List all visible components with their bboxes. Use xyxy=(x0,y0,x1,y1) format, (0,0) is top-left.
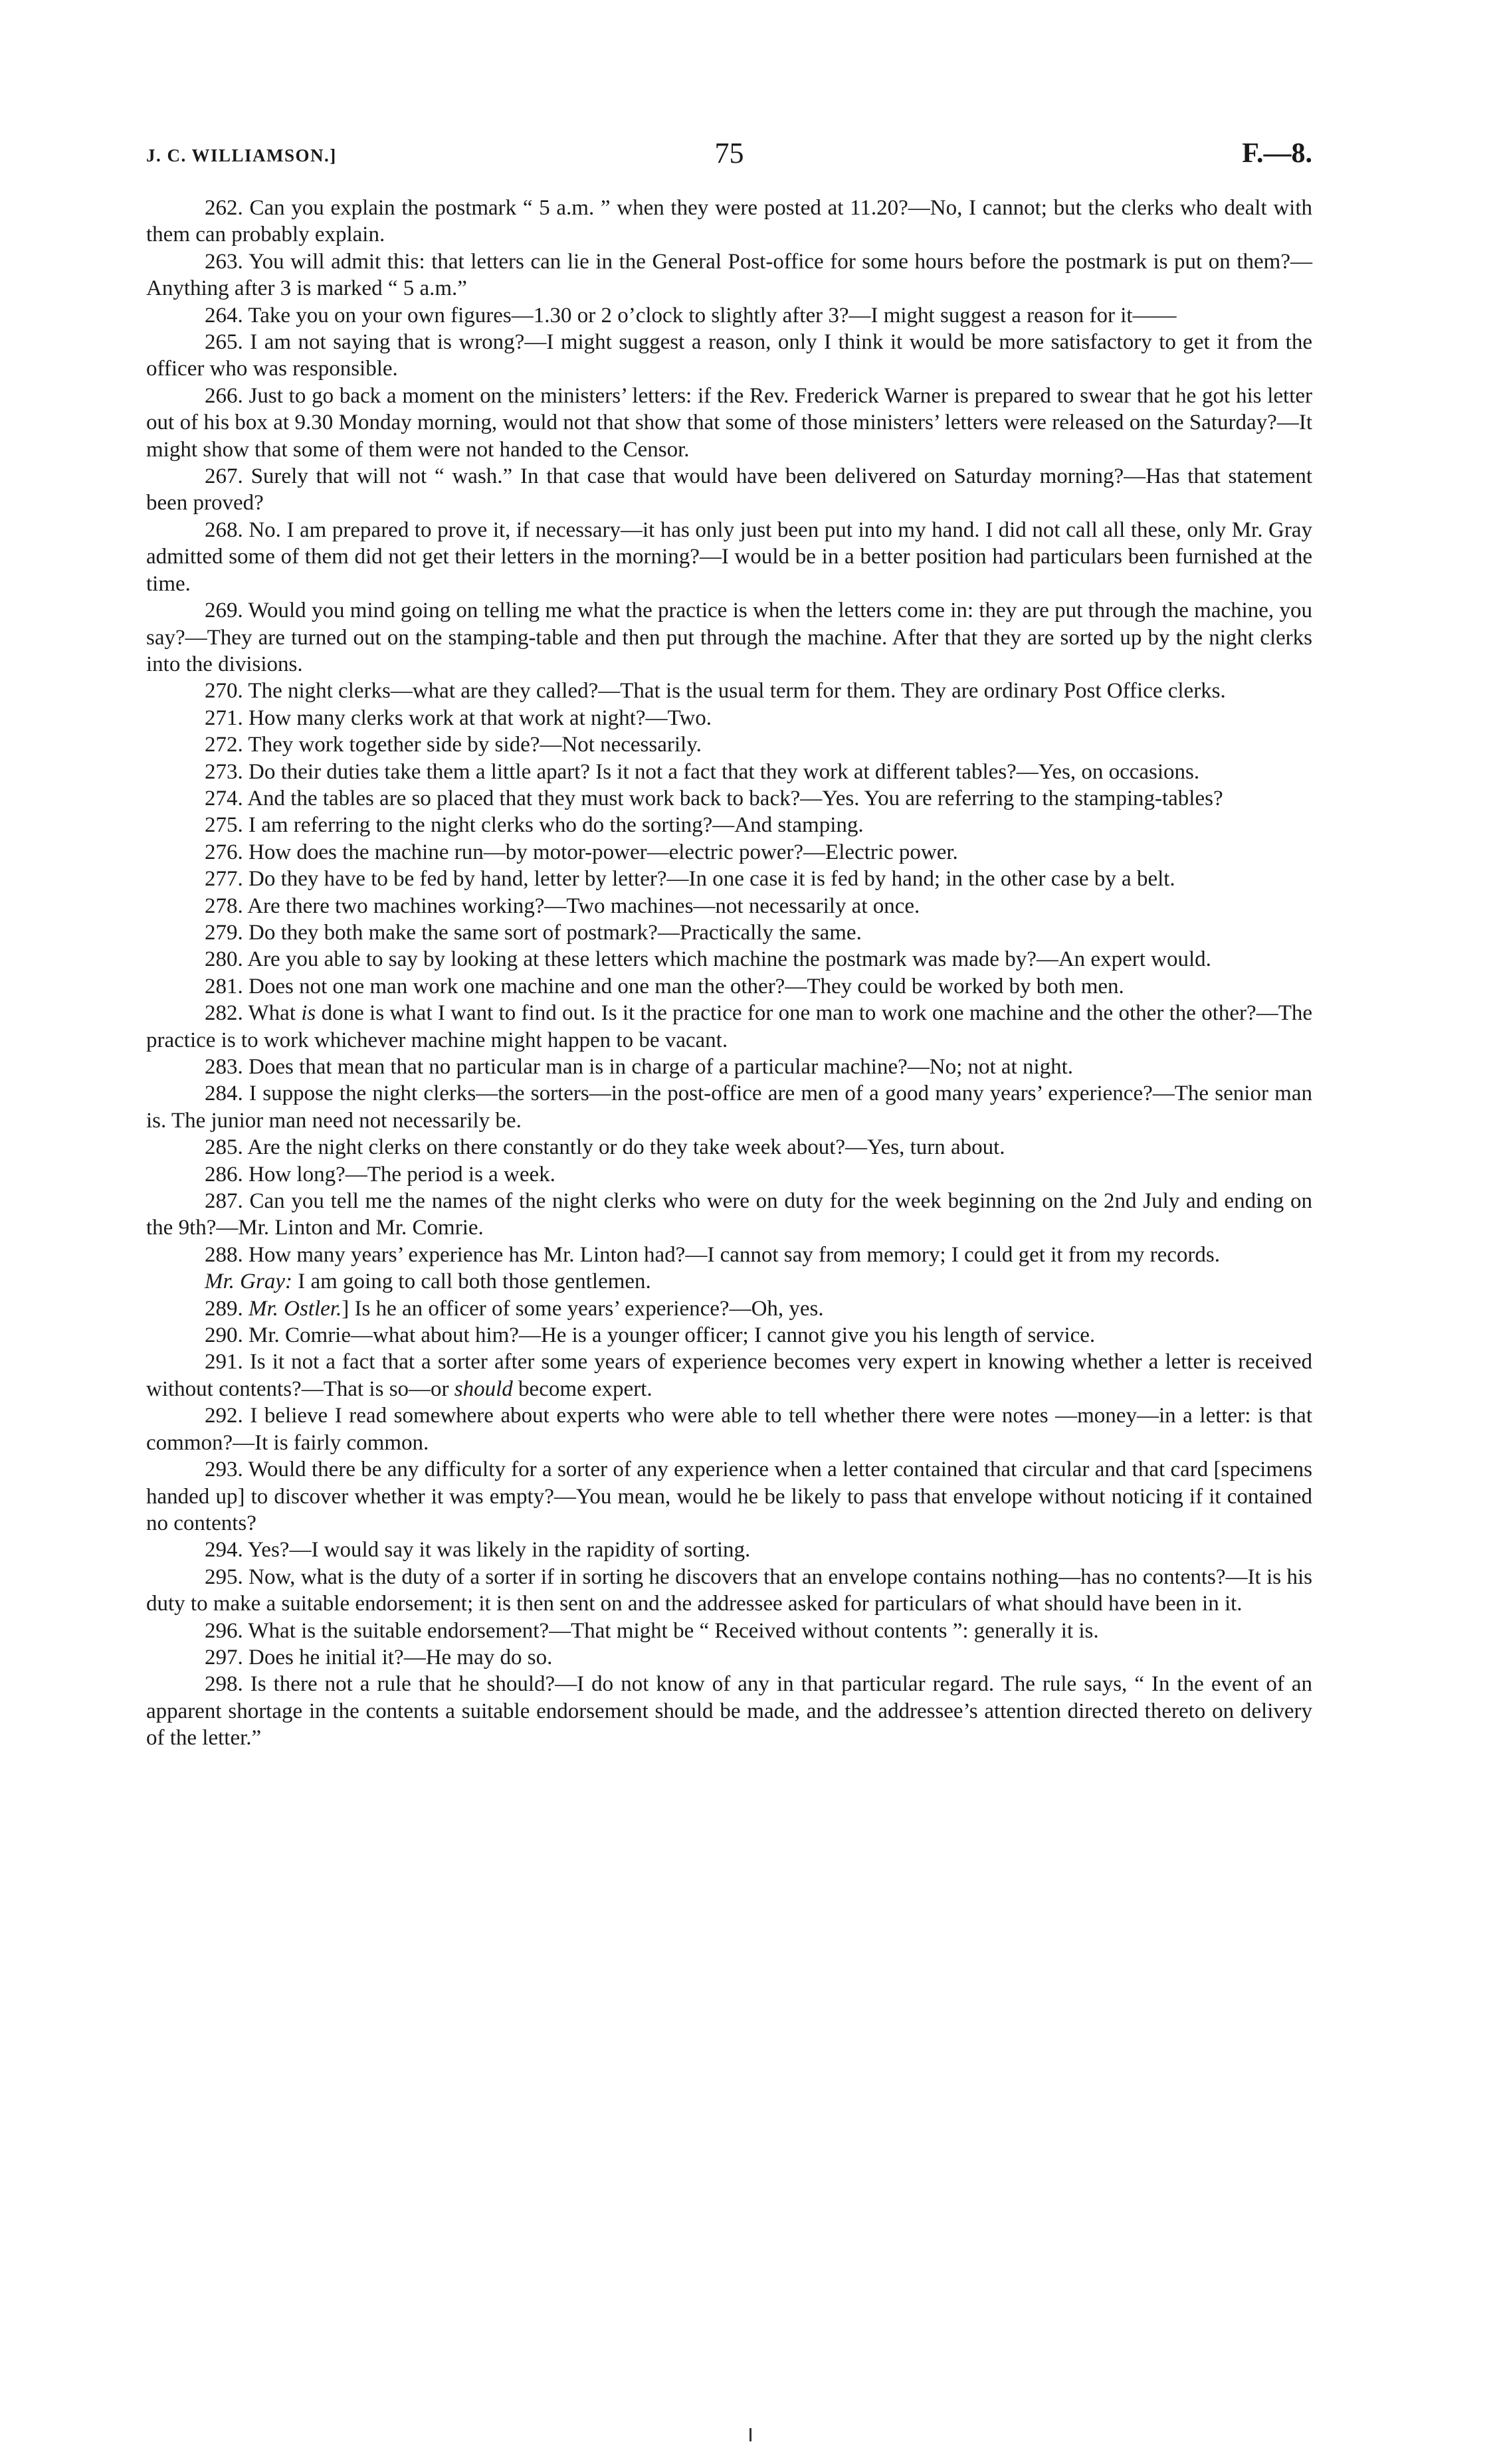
paragraph-286: 286. How long?—The period is a week. xyxy=(205,1162,555,1186)
paragraph-263: 263. You will admit this: that letters can lie in the General Post-office for some hours before the postmark is put on them?—Anything after 3 is marked “ 5 a.m.” xyxy=(146,249,1312,301)
paragraph-298: 298. Is there not a rule that he should?—I do not know of any in that particular regard. The rule says, “ In the event of an apparent shortage in the contents a suitable endorsement should be made, and the addressee’s attention directed thereto on delivery of the letter.” xyxy=(146,1672,1313,1751)
transcript-body xyxy=(146,195,1312,1752)
paragraph-mr-gray: Mr. Gray: I am going to call both those gentlemen. xyxy=(205,1270,651,1294)
paragraph-266: 266. Just to go back a moment on the ministers’ letters: if the Rev. Frederick Warner is prepared to swear that he got his letter out of his box at 9.30 Monday morning, would not that show that some of those ministers’ letters were released on the Saturday?—It might show that some of them were not handed to the Censor. xyxy=(146,383,1313,462)
paragraph-294: 294. Yes?—I would say it was likely in the rapidity of sorting. xyxy=(205,1538,751,1563)
page-header xyxy=(146,136,1312,177)
paragraph-287: 287. Can you tell me the names of the night clerks who were on duty for the week beginning on the 2nd July and ending on the 9th?—Mr. Linton and Mr. Comrie. xyxy=(146,1189,1312,1240)
paragraph-273: 273. Do their duties take them a little apart? Is it not a fact that they work at different tables?—Yes, on occasions. xyxy=(205,759,1200,784)
paragraph-285: 285. Are the night clerks on there constantly or do they take week about?—Yes, turn about. xyxy=(205,1135,1005,1160)
paragraph-267: 267. Surely that will not “ wash.” In that case that would have been delivered on Saturday morning?—Has that statement been proved? xyxy=(146,464,1312,516)
paragraph-269: 269. Would you mind going on telling me what the practice is when the letters come in: they are put through the machine, you say?—They are turned out on the stamping-table and then put through the machine. After that they are sorted up by the night clerks into the divisions. xyxy=(146,599,1312,676)
paragraph-291: 291. Is it not a fact that a sorter after some years of experience becomes very expert in knowing whether a letter is received without contents?—That is so—or should become expert. xyxy=(146,1350,1312,1401)
paragraph-292: 292. I believe I read somewhere about experts who were able to tell whether there were notes —money—in a letter: is that common?—It is fairly common. xyxy=(146,1404,1312,1455)
paragraph-284: 284. I suppose the night clerks—the sorters—in the post-office are men of a good many years’ experience?—The senior man is. The junior man need not necessarily be. xyxy=(146,1082,1312,1133)
paragraph-280: 280. Are you able to say by looking at these letters which machine the postmark was made by?—An expert would. xyxy=(205,947,1211,972)
paragraph-289: 289. Mr. Ostler.] Is he an officer of some years’ experience?—Oh, yes. xyxy=(205,1296,824,1321)
paragraph-271: 271. How many clerks work at that work at night?—Two. xyxy=(205,706,712,730)
paragraph-277: 277. Do they have to be fed by hand, letter by letter?—In one case it is fed by hand; in the other case by a belt. xyxy=(205,867,1175,892)
paragraph-297: 297. Does he initial it?—He may do so. xyxy=(205,1645,553,1669)
paragraph-290: 290. Mr. Comrie—what about him?—He is a younger officer; I cannot give you his length of service. xyxy=(205,1323,1096,1348)
paragraph-296: 296. What is the suitable endorsement?—That might be “ Received without contents ”: generally it is. xyxy=(205,1618,1099,1643)
paragraph-270: 270. The night clerks—what are they called?—That is the usual term for them. They are ordinary Post Office clerks. xyxy=(205,679,1226,704)
paragraph-265: 265. I am not saying that is wrong?—I might suggest a reason, only I think it would be more satisfactory to get it from the officer who was responsible. xyxy=(146,330,1312,381)
document-reference: F.—8. xyxy=(1242,138,1312,169)
paragraph-279: 279. Do they both make the same sort of postmark?—Practically the same. xyxy=(205,920,862,945)
paragraph-272: 272. They work together side by side?—Not necessarily. xyxy=(205,733,702,757)
paragraph-288: 288. How many years’ experience has Mr. Linton had?—I cannot say from memory; I could get it from my records. xyxy=(205,1242,1220,1267)
paragraph-268: 268. No. I am prepared to prove it, if necessary—it has only just been put into my hand. I did not call all these, only Mr. Gray admitted some of them did not get their letters in the morning?—I would be in a better position had particulars been furnished at the time. xyxy=(146,518,1312,596)
paragraph-276: 276. How does the machine run—by motor-power—electric power?—Electric power. xyxy=(205,840,958,864)
witness-name: J. C. WILLIAMSON.] xyxy=(146,145,337,165)
paragraph-293: 293. Would there be any difficulty for a sorter of any experience when a letter contained that circular and that card [specimens handed up] to discover whether it was empty?—You mean, would he be likely to pass that envelope without noticing if it contained no contents? xyxy=(146,1458,1313,1535)
paragraph-275: 275. I am referring to the night clerks who do the sorting?—And stamping. xyxy=(205,813,864,838)
page-number: 75 xyxy=(714,137,744,169)
paragraph-274: 274. And the tables are so placed that they must work back to back?—Yes. You are referring to the stamping-tables? xyxy=(205,786,1223,810)
scan-mark xyxy=(750,2428,751,2441)
paragraph-264: 264. Take you on your own figures—1.30 or 2 o’clock to slightly after 3?—I might suggest a reason for it—— xyxy=(205,303,1177,328)
paragraph-278: 278. Are there two machines working?—Two machines—not necessarily at once. xyxy=(205,894,920,918)
paragraph-295: 295. Now, what is the duty of a sorter if in sorting he discovers that an envelope contains nothing—has no contents?—It is his duty to make a suitable endorsement; it is then sent on and the addressee asked for particulars of what should have been in it. xyxy=(146,1564,1312,1616)
paragraph-283: 283. Does that mean that no particular man is in charge of a particular machine?—No; not at night. xyxy=(205,1055,1074,1079)
paragraph-281: 281. Does not one man work one machine and one man the other?—They could be worked by both men. xyxy=(205,974,1124,998)
document-page xyxy=(146,136,1312,1752)
paragraph-282: 282. What is done is what I want to find out. Is it the practice for one man to work one machine and the other the other?—The practice is to work whichever machine might happen to be vacant. xyxy=(146,1001,1312,1052)
paragraph-262: 262. Can you explain the postmark “ 5 a.m. ” when they were posted at 11.20?—No, I cannot; but the clerks who dealt with them can probably explain. xyxy=(146,196,1312,247)
